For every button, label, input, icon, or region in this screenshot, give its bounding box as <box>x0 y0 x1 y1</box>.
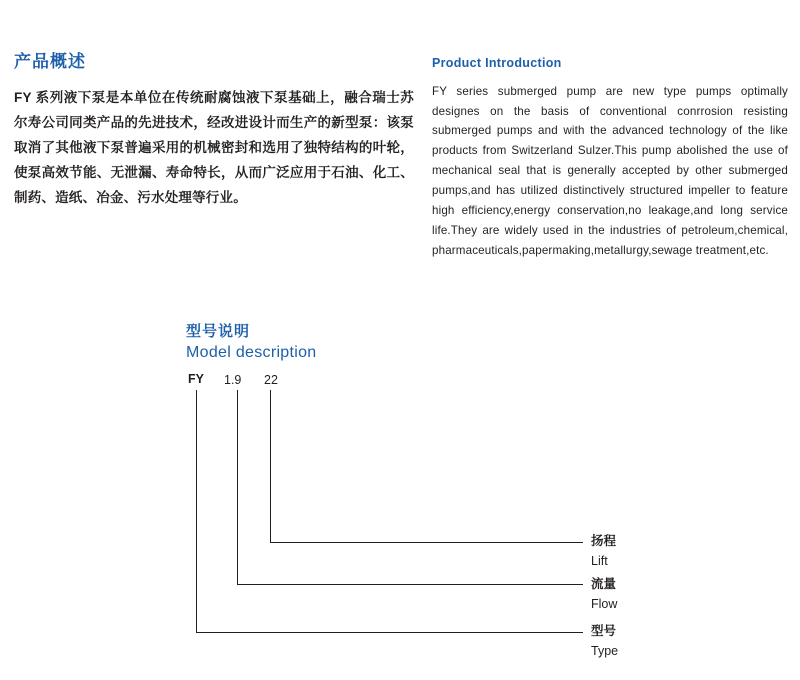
callout-type <box>591 624 618 659</box>
callout-flow-label-cn: 流量 <box>591 577 617 591</box>
leader-line-type-vertical <box>196 390 197 632</box>
leader-line-flow-vertical <box>237 390 238 584</box>
model-code-token-flow: 1.9 <box>224 373 242 387</box>
callout-lift <box>591 534 616 569</box>
callout-flow <box>591 577 617 612</box>
callout-flow-label-en: Flow <box>591 597 618 611</box>
callout-lift-label-cn: 扬程 <box>591 534 617 548</box>
product-introduction-english-title: Product Introduction <box>432 56 562 70</box>
callout-type-label-cn: 型号 <box>591 624 617 638</box>
leader-line-lift-vertical <box>270 390 271 542</box>
model-code-token-lift: 22 <box>264 373 278 387</box>
model-description-heading-en: Model description <box>186 344 317 362</box>
leader-line-lift-horizontal <box>270 542 583 543</box>
model-code-token-type: FY <box>188 372 204 386</box>
model-description-heading-cn: 型号说明 <box>186 323 251 340</box>
model-description-heading <box>186 322 317 364</box>
product-overview-chinese <box>14 52 414 224</box>
product-overview-chinese-title: 产品概述 <box>14 52 86 71</box>
callout-type-label-en: Type <box>591 644 619 658</box>
product-introduction-english-body: FY series submerged pump are new type pumps optimally designes on the basis of conventional conrrosion resisting submerged pumps and with the advanced technology of the like products from Switzerland Sulzer.This pump abolished the use of mechanical seal that is generally accepted by other submerged pumps,and has utilized distinctively structured impeller to feature high efficiency,energy conservation,no leakage,and long service life.They are widely used in the industries of petroleum,chemical, pharmaceuticals,papermaking,metallurgy,sewage treatment,etc. <box>432 84 788 258</box>
product-overview-chinese-body: FY 系列液下泵是本单位在传统耐腐蚀液下泵基础上，融合瑞士苏尔寿公司同类产品的先进技术，经改进设计而生产的新型泵：该泵取消了其他液下泵普遍采用的机械密封和选用了独特结构的叶轮，使泵高效节能、无泄漏、寿命特长，从而广泛应用于石油、化工、制药、造纸、冶金、污水处理等行业。 <box>14 89 414 205</box>
callout-lift-label-en: Lift <box>591 554 608 568</box>
product-introduction-english <box>432 56 788 273</box>
leader-line-type-horizontal <box>196 632 583 633</box>
leader-line-flow-horizontal <box>237 584 583 585</box>
